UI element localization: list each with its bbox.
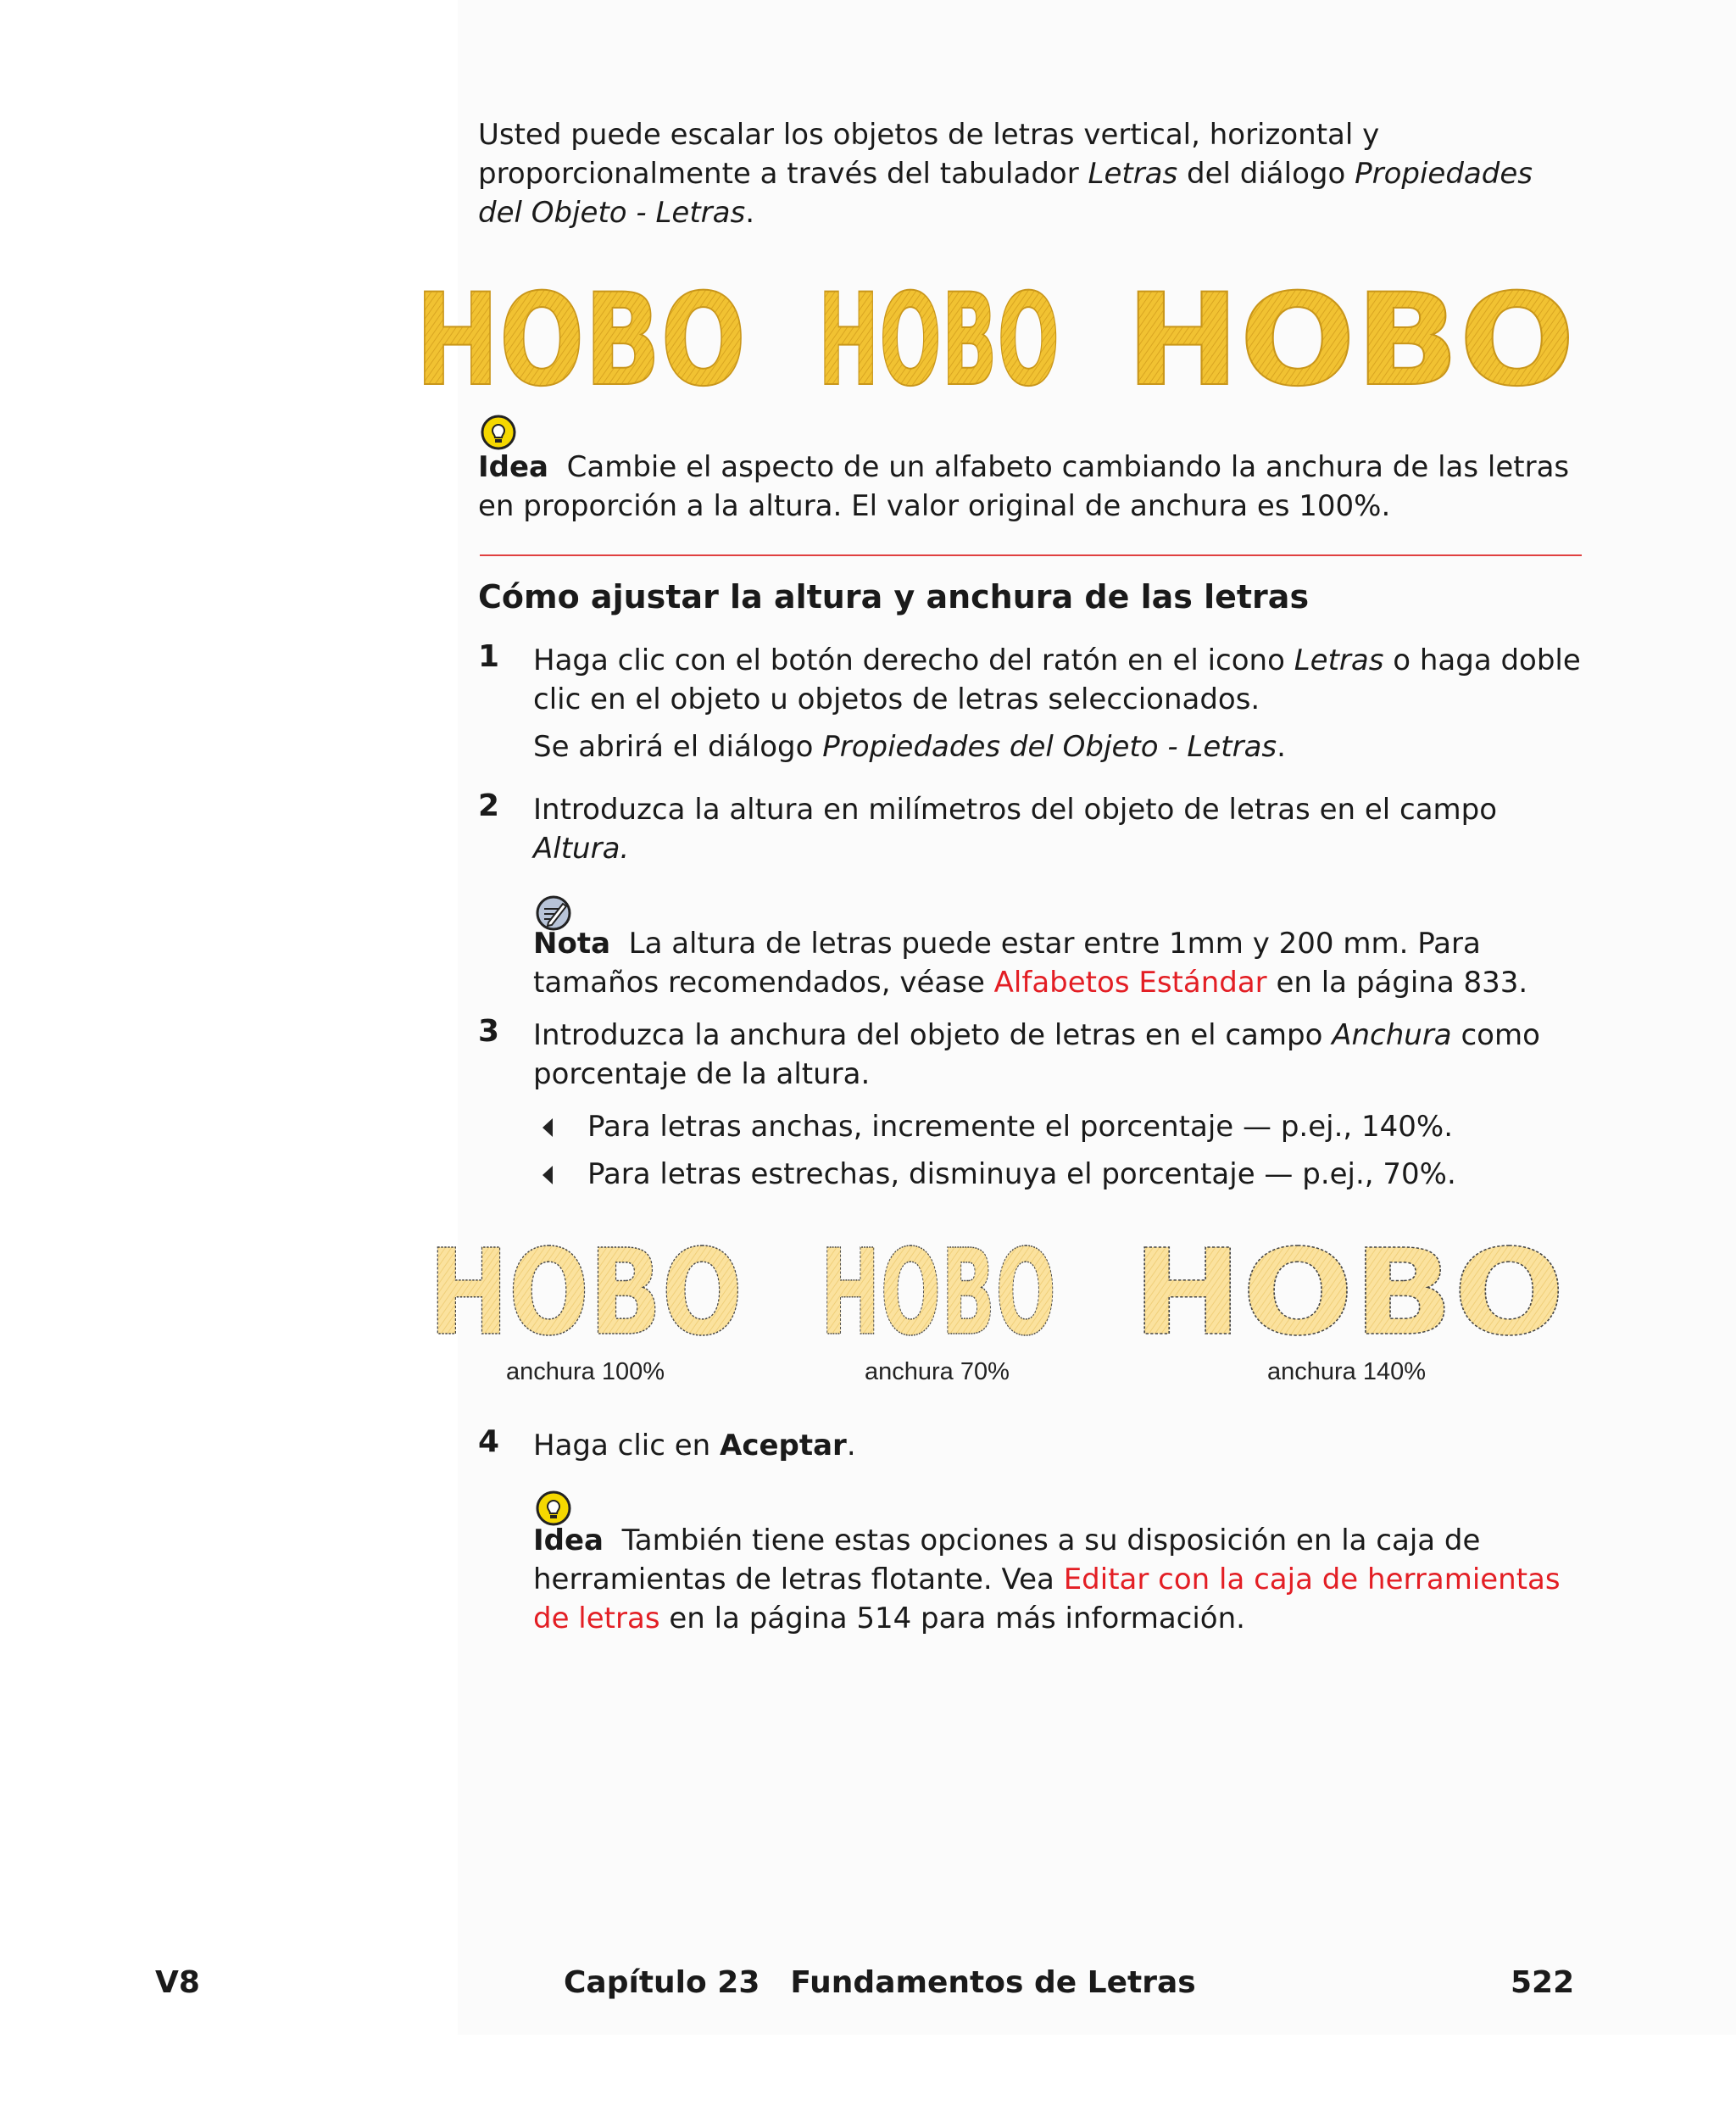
step-text: Introduzca la altura en milímetros del objeto de letras en el campo bbox=[533, 793, 1498, 827]
svg-text:HOBO: HOBO bbox=[1132, 1228, 1565, 1346]
hobo-top-illustration bbox=[415, 270, 1577, 397]
tip-text: Cambie el aspecto de un alfabeto cambiando la anchura de las letras bbox=[566, 450, 1570, 484]
step-text: . bbox=[846, 1429, 856, 1462]
step4-line bbox=[533, 1426, 856, 1466]
step-number: 3 bbox=[478, 1014, 500, 1049]
hobo-top-narrow bbox=[818, 270, 1060, 397]
hobo-width-100 bbox=[429, 1228, 743, 1346]
dialog-ref: Propiedades bbox=[1355, 157, 1533, 191]
step-text: o haga doble bbox=[1383, 643, 1581, 677]
caption-width-100: anchura 100% bbox=[506, 1358, 665, 1385]
tip1-line-2 bbox=[478, 487, 1390, 526]
bullet-arrow-icon bbox=[542, 1118, 553, 1137]
caption-width-70: anchura 70% bbox=[865, 1358, 1010, 1385]
footer-version: V8 bbox=[155, 1965, 200, 2000]
dialog-ref: del Objeto - Letras bbox=[478, 196, 746, 230]
note-text: en la página 833. bbox=[1266, 966, 1528, 1000]
tip-label: Idea bbox=[533, 1524, 604, 1557]
tip-label: Idea bbox=[478, 450, 548, 484]
intro-text: proporcionalmente a través del tabulador bbox=[478, 157, 1088, 191]
note-text: La altura de letras puede estar entre 1mm y 200 mm. Para bbox=[628, 927, 1481, 961]
tip-text: en la página 514 para más información. bbox=[659, 1602, 1245, 1635]
tip2-line-2 bbox=[533, 1560, 1561, 1600]
caption-width-140: anchura 140% bbox=[1267, 1358, 1427, 1385]
hobo-width-140 bbox=[1132, 1228, 1565, 1346]
bullet-item bbox=[587, 1155, 1456, 1195]
bullet-arrow-icon bbox=[542, 1166, 553, 1184]
intro-text: del diálogo bbox=[1177, 157, 1355, 191]
letras-icon-ref: Letras bbox=[1294, 643, 1384, 677]
intro-line-1 bbox=[478, 115, 1379, 155]
intro-line-3 bbox=[478, 193, 754, 233]
editar-caja-herramientas-link[interactable]: de letras bbox=[533, 1602, 660, 1635]
svg-text:HOBO: HOBO bbox=[1126, 270, 1575, 397]
aceptar-button-ref: Aceptar bbox=[720, 1429, 847, 1462]
section-heading: Cómo ajustar la altura y anchura de las letras bbox=[478, 578, 1310, 616]
tip2-line-3 bbox=[533, 1599, 1245, 1639]
step-number: 2 bbox=[478, 788, 500, 823]
footer-chapter-number: Capítulo 23 bbox=[564, 1965, 760, 2000]
step1-line-1 bbox=[533, 641, 1581, 681]
bullet-text: Para letras anchas, incremente el porcentaje — p.ej., 140%. bbox=[587, 1110, 1454, 1144]
tip-text: en proporción a la altura. El valor original de anchura es 100%. bbox=[478, 489, 1391, 523]
editar-caja-herramientas-link[interactable]: Editar con la caja de herramientas bbox=[1063, 1563, 1561, 1596]
note-text: tamaños recomendados, véase bbox=[533, 966, 994, 1000]
svg-text:HOBO: HOBO bbox=[415, 270, 746, 397]
note-label: Nota bbox=[533, 927, 611, 961]
footer-chapter-title: Fundamentos de Letras bbox=[790, 1965, 1196, 2000]
step-text: clic en el objeto u objetos de letras seleccionados. bbox=[533, 682, 1260, 716]
step1-result bbox=[533, 727, 1286, 767]
step-text: Introduzca la anchura del objeto de letras en el campo bbox=[533, 1018, 1333, 1052]
letras-tab-ref: Letras bbox=[1088, 157, 1178, 191]
note-line-1 bbox=[533, 924, 1481, 964]
intro-text: Usted puede escalar los objetos de letras vertical, horizontal y bbox=[478, 118, 1380, 152]
hobo-width-comparison bbox=[415, 1228, 1577, 1346]
step-text: como bbox=[1451, 1018, 1540, 1052]
svg-text:HOBO: HOBO bbox=[818, 270, 1060, 397]
tip2-line-1 bbox=[533, 1521, 1480, 1561]
step-number: 1 bbox=[478, 639, 500, 674]
tip-text: herramientas de letras flotante. Vea bbox=[533, 1563, 1064, 1596]
svg-text:HOBO: HOBO bbox=[821, 1228, 1056, 1346]
step-text: Haga clic con el botón derecho del ratón en el icono bbox=[533, 643, 1294, 677]
step-text: Haga clic en bbox=[533, 1429, 720, 1462]
section-divider bbox=[480, 554, 1582, 556]
svg-text:HOBO: HOBO bbox=[429, 1228, 743, 1346]
step1-line-2 bbox=[533, 680, 1260, 720]
tip1-line-1 bbox=[478, 448, 1569, 487]
step3-line-2 bbox=[533, 1055, 870, 1095]
intro-text: . bbox=[745, 196, 755, 230]
step-number: 4 bbox=[478, 1424, 500, 1459]
alfabetos-estandar-link[interactable]: Alfabetos Estándar bbox=[993, 966, 1267, 1000]
bullet-item bbox=[587, 1107, 1453, 1147]
dialog-ref: Propiedades del Objeto - Letras bbox=[822, 730, 1277, 764]
step3-line-1 bbox=[533, 1016, 1540, 1056]
step-text: porcentaje de la altura. bbox=[533, 1057, 871, 1091]
hobo-top-normal bbox=[415, 270, 746, 397]
bullet-text: Para letras estrechas, disminuya el porcentaje — p.ej., 70%. bbox=[587, 1157, 1456, 1191]
step-text: Se abrirá el diálogo bbox=[533, 730, 823, 764]
step2-line-1 bbox=[533, 790, 1497, 830]
note-line-2 bbox=[533, 963, 1527, 1003]
footer-chapter bbox=[564, 1965, 1196, 2000]
anchura-field-ref: Anchura bbox=[1332, 1018, 1452, 1052]
tip-text: También tiene estas opciones a su disposición en la caja de bbox=[621, 1524, 1481, 1557]
hobo-top-wide bbox=[1126, 270, 1575, 397]
footer-page-number: 522 bbox=[1511, 1965, 1575, 2000]
step-text: . bbox=[1277, 730, 1286, 764]
hobo-width-70 bbox=[821, 1228, 1056, 1346]
altura-field-ref: Altura. bbox=[533, 832, 630, 866]
intro-line-2 bbox=[478, 154, 1533, 194]
step2-line-2 bbox=[533, 829, 629, 869]
